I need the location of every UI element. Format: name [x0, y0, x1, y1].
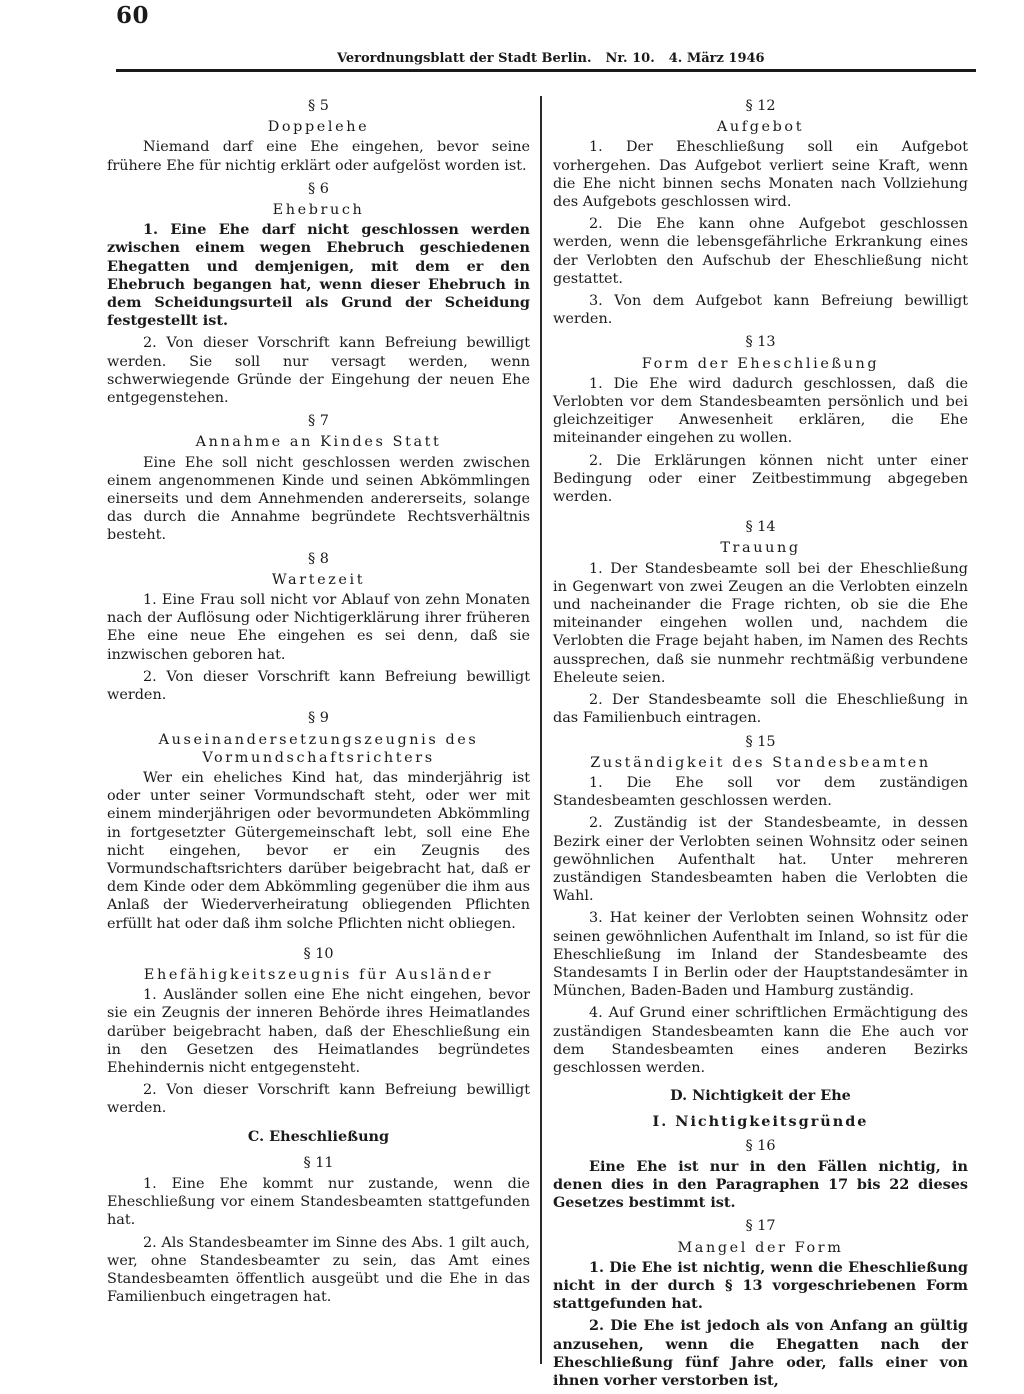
section-number: § 9	[308, 710, 329, 727]
section-number: § 10	[303, 945, 334, 962]
paragraph: 2. Der Standesbeamte soll die Eheschließung in das Familienbuch eintragen.	[553, 692, 968, 727]
section-title: Aufgebot	[716, 119, 805, 136]
section-title: Auseinandersetzungszeugnis des Vormundschaftsrichters	[158, 731, 479, 766]
paragraph: Wer ein eheliches Kind hat, das minderjährig ist oder unter seiner Vormundschaft steht, oder wer mit einem minderjährigen oder bevormundeten Abkömmling in fortgesetzter Gütergemeinschaft lebt, soll eine Ehe nicht eingehen, bevor er ein Zeugnis des Vormundschaftsrichters darüber beigebracht hat, daß er dem Kinde oder dem Abkömmling gegenüber die ihm aus Anlaß der Wiederverheiratung obliegenden Pflichten erfüllt hat oder daß ihm solche Pflichten nicht obliegen.	[107, 769, 530, 932]
paragraph: Niemand darf eine Ehe eingehen, bevor seine frühere Ehe für nichtig erklärt oder aufgelöst worden ist.	[107, 139, 530, 174]
paragraph: 1. Die Ehe ist nichtig, wenn die Eheschließung nicht in der durch § 13 vorgeschriebenen Form stattgefunden hat.	[553, 1258, 968, 1313]
section-title: Annahme an Kindes Statt	[195, 434, 442, 451]
section-title: Form der Eheschließung	[641, 355, 880, 372]
section-number: § 7	[308, 413, 329, 430]
section-title: Ehebruch	[272, 202, 365, 219]
issue-number: Nr. 10.	[605, 51, 655, 66]
section-number: § 13	[745, 334, 776, 351]
section-title: Doppelehe	[267, 119, 370, 136]
section-number: § 16	[745, 1137, 776, 1154]
section-number: § 11	[303, 1154, 334, 1171]
publication-title: Verordnungsblatt der Stadt Berlin.	[337, 51, 592, 66]
section-number: § 8	[308, 550, 329, 567]
paragraph: 2. Von dieser Vorschrift kann Befreiung bewilligt werden.	[107, 668, 530, 704]
paragraph: 2. Als Standesbeamter im Sinne des Abs. 1 gilt auch, wer, ohne Standesbeamter zu sein, das Amt eines Standesbeamten öffentlich ausgeübt und die Ehe in das Familienbuch eingetragen hat.	[107, 1234, 530, 1306]
section-title: Zuständigkeit des Standesbeamten	[590, 754, 931, 771]
subchapter-heading: I. Nichtigkeitsgründe	[652, 1113, 869, 1131]
section-number: § 14	[745, 519, 776, 536]
section-title: Ehefähigkeitszeugnis für Ausländer	[143, 966, 494, 983]
paragraph: 2. Zuständig ist der Standesbeamte, in dessen Bezirk einer der Verlobten seinen Wohnsitz oder seinen gewöhnlichen Aufenthalt hat. Unter mehreren zuständigen Standesbeamten haben die Verlobten die Wahl.	[553, 815, 968, 905]
section-number: § 12	[745, 98, 776, 114]
section-title: Wartezeit	[271, 571, 366, 588]
paragraph: 1. Die Ehe wird dadurch geschlossen, daß die Verlobten vor dem Standesbeamten persönlich und bei gleichzeitiger Anwesenheit erklären, die Ehe miteinander eingehen zu wollen.	[553, 375, 968, 447]
section-number: § 15	[745, 733, 776, 750]
paragraph: 3. Von dem Aufgebot kann Befreiung bewilligt werden.	[553, 293, 968, 328]
section-number: § 5	[308, 98, 329, 114]
issue-date: 4. März 1946	[668, 51, 765, 66]
paragraph: 1. Eine Frau soll nicht vor Ablauf von zehn Monaten nach der Auflösung oder Nichtigerklärung ihrer früheren Ehe eine neue Ehe eingehen es sei denn, daß sie inzwischen geboren hat.	[107, 592, 530, 663]
section-title: Trauung	[720, 540, 801, 557]
paragraph: 1. Die Ehe soll vor dem zuständigen Standesbeamten geschlossen werden.	[553, 774, 968, 810]
page-number: 60	[116, 2, 150, 29]
paragraph: 4. Auf Grund einer schriftlichen Ermächtigung des zuständigen Standesbeamten kann die Ehe auch vor dem Standesbeamten eines anderen Bezirks geschlossen werden.	[553, 1005, 968, 1076]
running-head	[337, 51, 777, 66]
paragraph: 2. Von dieser Vorschrift kann Befreiung bewilligt werden. Sie soll nur versagt werden, wenn schwerwiegende Gründe der Eingehung der neuen Ehe entgegenstehen.	[107, 335, 530, 407]
header-rule	[116, 69, 976, 72]
paragraph: 1. Eine Ehe kommt nur zustande, wenn die Eheschließung vor einem Standesbeamten stattgefunden hat.	[107, 1175, 530, 1229]
paragraph: 1. Eine Ehe darf nicht geschlossen werden zwischen einem wegen Ehebruch geschiedenen Ehegatten und demjenigen, mit dem er den Ehebruch begangen hat, wenn dieser Ehebruch in dem Scheidungsurteil als Grund der Scheidung festgestellt ist.	[107, 221, 530, 330]
paragraph: 1. Ausländer sollen eine Ehe nicht eingehen, bevor sie ein Zeugnis der inneren Behörde ihres Heimatlandes darüber beigebracht haben, daß der Eheschließung ein in den Gesetzen des Heimatlandes begründetes Ehehindernis nicht entgegensteht.	[107, 987, 530, 1076]
paragraph: 1. Der Standesbeamte soll bei der Eheschließung in Gegenwart von zwei Zeugen an die Verlobten einzeln und nacheinander die Frage richten, ob sie die Ehe miteinander eingehen wollen und, nachdem die Verlobten die Frage bejaht haben, im Namen des Rechts aussprechen, daß sie nunmehr rechtmäßig verbundene Eheleute seien.	[553, 560, 968, 686]
left-column	[107, 92, 530, 1310]
paragraph: 2. Die Ehe ist jedoch als von Anfang an gültig anzusehen, wenn die Ehegatten nach der Eheschließung fünf Jahre oder, falls einer von ihnen vorher verstorben ist,	[553, 1317, 968, 1389]
chapter-heading: C. Eheschließung	[247, 1127, 390, 1145]
paragraph: Eine Ehe ist nur in den Fällen nichtig, in denen dies in den Paragraphen 17 bis 22 dieses Gesetzes bestimmt ist.	[553, 1157, 968, 1212]
paragraph: 3. Hat keiner der Verlobten seinen Wohnsitz oder seinen gewöhnlichen Aufenthalt im Inland, so ist für die Eheschließung im Inland der Standesbeamte des Standesamts I in Berlin oder der Hauptstandesämter in München, Baden-Baden und Hamburg zuständig.	[553, 910, 968, 1000]
paragraph: 1. Der Eheschließung soll ein Aufgebot vorhergehen. Das Aufgebot verliert seine Kraft, wenn die Ehe nicht binnen sechs Monaten nach Vollziehung des Aufgebots geschlossen wird.	[553, 139, 968, 211]
paragraph: Eine Ehe soll nicht geschlossen werden zwischen einem angenommenen Kinde und seinen Abkömmlingen einerseits und dem Annehmenden andererseits, solange das durch die Annahme begründete Rechtsverhältnis besteht.	[107, 454, 530, 544]
column-divider	[540, 96, 542, 1364]
paragraph: 2. Von dieser Vorschrift kann Befreiung bewilligt werden.	[107, 1082, 530, 1117]
section-title: Mangel der Form	[677, 1239, 844, 1256]
chapter-heading: D. Nichtigkeit der Ehe	[670, 1087, 851, 1105]
section-number: § 17	[745, 1218, 776, 1235]
section-number: § 6	[308, 180, 329, 197]
right-column	[553, 92, 968, 1394]
paragraph: 2. Die Erklärungen können nicht unter einer Bedingung oder einer Zeitbestimmung abgegeben werden.	[553, 452, 968, 506]
paragraph: 2. Die Ehe kann ohne Aufgebot geschlossen werden, wenn die lebensgefährliche Erkrankung eines der Verlobten den Aufschub der Eheschließung nicht gestattet.	[553, 216, 968, 287]
